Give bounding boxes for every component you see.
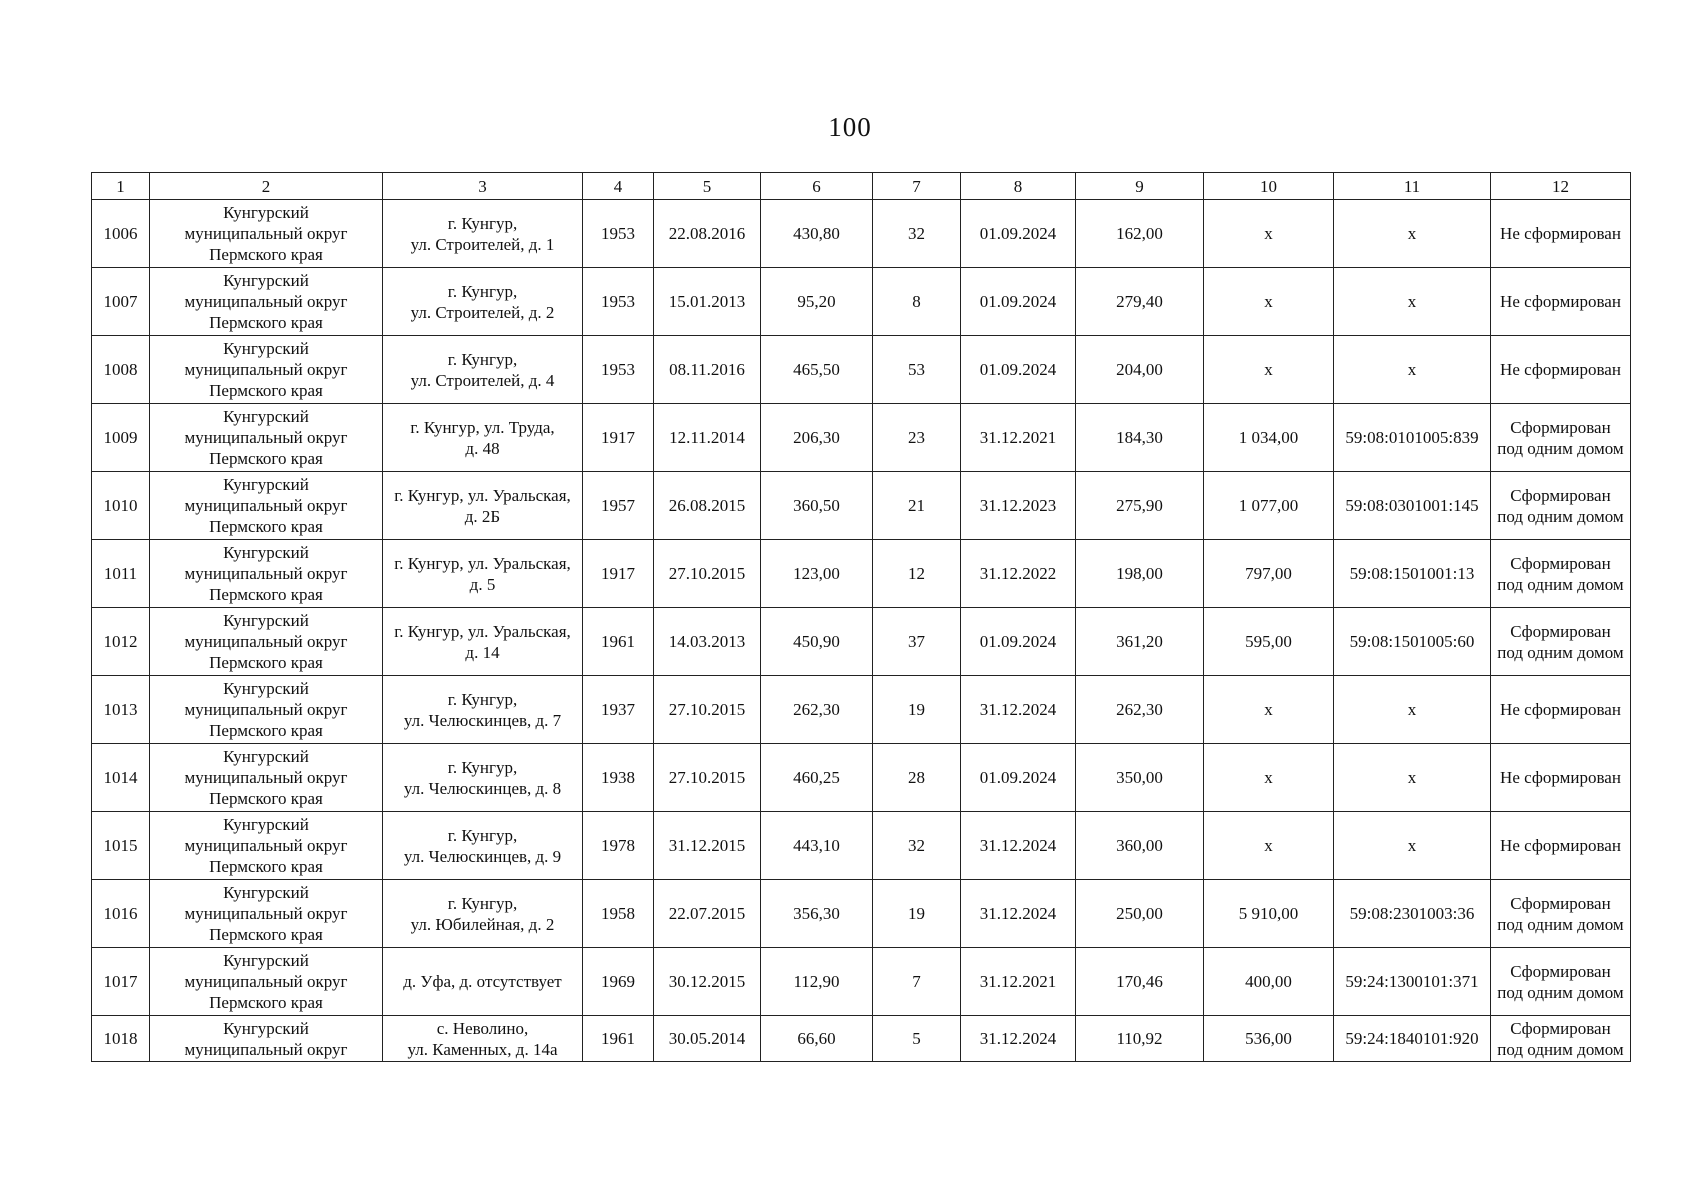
row-number-cell: 1013	[92, 676, 150, 744]
area-cell: 430,80	[761, 200, 873, 268]
municipality-cell: Кунгурский муниципальный округ Пермского края	[150, 608, 383, 676]
municipality-cell: Кунгурский муниципальный округ Пермского края	[150, 812, 383, 880]
address-cell: г. Кунгур, ул. Уральская, д. 14	[383, 608, 583, 676]
table-row	[92, 744, 1631, 812]
land-status-cell: Не сформирован	[1491, 744, 1631, 812]
deadline-cell: 31.12.2024	[961, 812, 1076, 880]
cadastral-number-cell: 59:08:1501005:60	[1334, 608, 1491, 676]
table-row	[92, 336, 1631, 404]
municipality-cell: Кунгурский муниципальный округ	[150, 1016, 383, 1062]
date-cell: 14.03.2013	[654, 608, 761, 676]
table-row	[92, 268, 1631, 336]
build-year-cell: 1961	[583, 608, 654, 676]
build-year-cell: 1953	[583, 268, 654, 336]
municipality-cell: Кунгурский муниципальный округ Пермского края	[150, 744, 383, 812]
date-cell: 22.08.2016	[654, 200, 761, 268]
row-number-cell: 1016	[92, 880, 150, 948]
build-year-cell: 1917	[583, 540, 654, 608]
deadline-cell: 01.09.2024	[961, 200, 1076, 268]
build-year-cell: 1958	[583, 880, 654, 948]
area-cell: 460,25	[761, 744, 873, 812]
address-cell: г. Кунгур, ул. Строителей, д. 4	[383, 336, 583, 404]
land-status-cell: Сформирован под одним домом	[1491, 404, 1631, 472]
row-number-cell: 1007	[92, 268, 150, 336]
column-header: 8	[961, 173, 1076, 200]
date-cell: 22.07.2015	[654, 880, 761, 948]
land-status-cell: Не сформирован	[1491, 268, 1631, 336]
column-header: 7	[873, 173, 961, 200]
land-area-cell: 400,00	[1204, 948, 1334, 1016]
build-year-cell: 1953	[583, 200, 654, 268]
address-cell: г. Кунгур, ул. Юбилейная, д. 2	[383, 880, 583, 948]
residents-cell: 7	[873, 948, 961, 1016]
residents-cell: 32	[873, 812, 961, 880]
housing-registry-table	[91, 172, 1631, 1062]
land-status-cell: Не сформирован	[1491, 200, 1631, 268]
residents-cell: 21	[873, 472, 961, 540]
cadastral-number-cell: х	[1334, 744, 1491, 812]
date-cell: 30.05.2014	[654, 1016, 761, 1062]
area-cell: 443,10	[761, 812, 873, 880]
residents-cell: 12	[873, 540, 961, 608]
municipality-cell: Кунгурский муниципальный округ Пермского края	[150, 676, 383, 744]
table-row	[92, 472, 1631, 540]
area-cell: 95,20	[761, 268, 873, 336]
land-status-cell: Не сформирован	[1491, 812, 1631, 880]
table-row	[92, 948, 1631, 1016]
municipality-cell: Кунгурский муниципальный округ Пермского края	[150, 948, 383, 1016]
cadastral-number-cell: х	[1334, 200, 1491, 268]
row-number-cell: 1015	[92, 812, 150, 880]
area-cell: 123,00	[761, 540, 873, 608]
municipality-cell: Кунгурский муниципальный округ Пермского края	[150, 540, 383, 608]
deadline-cell: 31.12.2023	[961, 472, 1076, 540]
land-area-cell: х	[1204, 268, 1334, 336]
cadastral-number-cell: 59:08:0101005:839	[1334, 404, 1491, 472]
row-number-cell: 1018	[92, 1016, 150, 1062]
column-header: 3	[383, 173, 583, 200]
row-number-cell: 1008	[92, 336, 150, 404]
row-number-cell: 1017	[92, 948, 150, 1016]
area-cell-2: 184,30	[1076, 404, 1204, 472]
deadline-cell: 31.12.2024	[961, 880, 1076, 948]
address-cell: г. Кунгур, ул. Строителей, д. 1	[383, 200, 583, 268]
deadline-cell: 01.09.2024	[961, 268, 1076, 336]
land-status-cell: Сформирован под одним домом	[1491, 1016, 1631, 1062]
table-row	[92, 812, 1631, 880]
row-number-cell: 1009	[92, 404, 150, 472]
land-area-cell: 5 910,00	[1204, 880, 1334, 948]
address-cell: д. Уфа, д. отсутствует	[383, 948, 583, 1016]
deadline-cell: 31.12.2024	[961, 676, 1076, 744]
build-year-cell: 1917	[583, 404, 654, 472]
table-row	[92, 200, 1631, 268]
land-area-cell: 797,00	[1204, 540, 1334, 608]
column-header: 11	[1334, 173, 1491, 200]
area-cell: 206,30	[761, 404, 873, 472]
build-year-cell: 1937	[583, 676, 654, 744]
land-area-cell: х	[1204, 812, 1334, 880]
residents-cell: 5	[873, 1016, 961, 1062]
area-cell-2: 162,00	[1076, 200, 1204, 268]
residents-cell: 19	[873, 676, 961, 744]
area-cell-2: 275,90	[1076, 472, 1204, 540]
cadastral-number-cell: х	[1334, 812, 1491, 880]
land-status-cell: Сформирован под одним домом	[1491, 608, 1631, 676]
table-row	[92, 608, 1631, 676]
cadastral-number-cell: 59:24:1300101:371	[1334, 948, 1491, 1016]
municipality-cell: Кунгурский муниципальный округ Пермского края	[150, 336, 383, 404]
land-area-cell: 595,00	[1204, 608, 1334, 676]
deadline-cell: 01.09.2024	[961, 744, 1076, 812]
date-cell: 30.12.2015	[654, 948, 761, 1016]
row-number-cell: 1010	[92, 472, 150, 540]
land-area-cell: х	[1204, 336, 1334, 404]
residents-cell: 8	[873, 268, 961, 336]
land-status-cell: Сформирован под одним домом	[1491, 540, 1631, 608]
build-year-cell: 1953	[583, 336, 654, 404]
area-cell-2: 170,46	[1076, 948, 1204, 1016]
row-number-cell: 1012	[92, 608, 150, 676]
cadastral-number-cell: 59:08:0301001:145	[1334, 472, 1491, 540]
municipality-cell: Кунгурский муниципальный округ Пермского края	[150, 268, 383, 336]
deadline-cell: 31.12.2021	[961, 948, 1076, 1016]
residents-cell: 37	[873, 608, 961, 676]
table-row	[92, 1016, 1631, 1062]
area-cell: 66,60	[761, 1016, 873, 1062]
area-cell-2: 198,00	[1076, 540, 1204, 608]
land-area-cell: 1 077,00	[1204, 472, 1334, 540]
row-number-cell: 1014	[92, 744, 150, 812]
area-cell-2: 262,30	[1076, 676, 1204, 744]
address-cell: г. Кунгур, ул. Челюскинцев, д. 9	[383, 812, 583, 880]
table-row	[92, 540, 1631, 608]
date-cell: 08.11.2016	[654, 336, 761, 404]
row-number-cell: 1006	[92, 200, 150, 268]
build-year-cell: 1957	[583, 472, 654, 540]
address-cell: г. Кунгур, ул. Труда, д. 48	[383, 404, 583, 472]
date-cell: 27.10.2015	[654, 676, 761, 744]
residents-cell: 53	[873, 336, 961, 404]
table-header-row	[92, 173, 1631, 200]
address-cell: г. Кунгур, ул. Уральская, д. 5	[383, 540, 583, 608]
land-status-cell: Сформирован под одним домом	[1491, 472, 1631, 540]
table-body	[92, 200, 1631, 1062]
address-cell: г. Кунгур, ул. Строителей, д. 2	[383, 268, 583, 336]
area-cell-2: 279,40	[1076, 268, 1204, 336]
build-year-cell: 1961	[583, 1016, 654, 1062]
deadline-cell: 31.12.2024	[961, 1016, 1076, 1062]
land-area-cell: х	[1204, 200, 1334, 268]
deadline-cell: 01.09.2024	[961, 336, 1076, 404]
date-cell: 31.12.2015	[654, 812, 761, 880]
date-cell: 27.10.2015	[654, 744, 761, 812]
table-row	[92, 676, 1631, 744]
address-cell: г. Кунгур, ул. Уральская, д. 2Б	[383, 472, 583, 540]
area-cell: 112,90	[761, 948, 873, 1016]
residents-cell: 28	[873, 744, 961, 812]
column-header: 2	[150, 173, 383, 200]
cadastral-number-cell: х	[1334, 268, 1491, 336]
cadastral-number-cell: 59:08:1501001:13	[1334, 540, 1491, 608]
column-header: 12	[1491, 173, 1631, 200]
residents-cell: 32	[873, 200, 961, 268]
residents-cell: 19	[873, 880, 961, 948]
area-cell-2: 204,00	[1076, 336, 1204, 404]
address-cell: с. Неволино, ул. Каменных, д. 14а	[383, 1016, 583, 1062]
municipality-cell: Кунгурский муниципальный округ Пермского края	[150, 404, 383, 472]
land-area-cell: х	[1204, 744, 1334, 812]
table-row	[92, 880, 1631, 948]
build-year-cell: 1978	[583, 812, 654, 880]
column-header: 5	[654, 173, 761, 200]
area-cell: 450,90	[761, 608, 873, 676]
date-cell: 27.10.2015	[654, 540, 761, 608]
cadastral-number-cell: х	[1334, 676, 1491, 744]
municipality-cell: Кунгурский муниципальный округ Пермского края	[150, 880, 383, 948]
date-cell: 15.01.2013	[654, 268, 761, 336]
land-status-cell: Сформирован под одним домом	[1491, 880, 1631, 948]
land-status-cell: Не сформирован	[1491, 676, 1631, 744]
land-status-cell: Не сформирован	[1491, 336, 1631, 404]
residents-cell: 23	[873, 404, 961, 472]
cadastral-number-cell: 59:08:2301003:36	[1334, 880, 1491, 948]
deadline-cell: 31.12.2021	[961, 404, 1076, 472]
area-cell: 262,30	[761, 676, 873, 744]
area-cell-2: 361,20	[1076, 608, 1204, 676]
area-cell: 465,50	[761, 336, 873, 404]
build-year-cell: 1969	[583, 948, 654, 1016]
address-cell: г. Кунгур, ул. Челюскинцев, д. 8	[383, 744, 583, 812]
land-area-cell: 536,00	[1204, 1016, 1334, 1062]
build-year-cell: 1938	[583, 744, 654, 812]
land-status-cell: Сформирован под одним домом	[1491, 948, 1631, 1016]
cadastral-number-cell: х	[1334, 336, 1491, 404]
area-cell-2: 360,00	[1076, 812, 1204, 880]
area-cell: 356,30	[761, 880, 873, 948]
date-cell: 26.08.2015	[654, 472, 761, 540]
column-header: 10	[1204, 173, 1334, 200]
area-cell-2: 350,00	[1076, 744, 1204, 812]
column-header: 4	[583, 173, 654, 200]
column-header: 6	[761, 173, 873, 200]
area-cell-2: 250,00	[1076, 880, 1204, 948]
cadastral-number-cell: 59:24:1840101:920	[1334, 1016, 1491, 1062]
address-cell: г. Кунгур, ул. Челюскинцев, д. 7	[383, 676, 583, 744]
land-area-cell: х	[1204, 676, 1334, 744]
row-number-cell: 1011	[92, 540, 150, 608]
column-header: 9	[1076, 173, 1204, 200]
municipality-cell: Кунгурский муниципальный округ Пермского края	[150, 200, 383, 268]
date-cell: 12.11.2014	[654, 404, 761, 472]
land-area-cell: 1 034,00	[1204, 404, 1334, 472]
deadline-cell: 01.09.2024	[961, 608, 1076, 676]
page-number: 100	[828, 112, 872, 142]
municipality-cell: Кунгурский муниципальный округ Пермского края	[150, 472, 383, 540]
area-cell-2: 110,92	[1076, 1016, 1204, 1062]
table-row	[92, 404, 1631, 472]
column-header: 1	[92, 173, 150, 200]
area-cell: 360,50	[761, 472, 873, 540]
deadline-cell: 31.12.2022	[961, 540, 1076, 608]
